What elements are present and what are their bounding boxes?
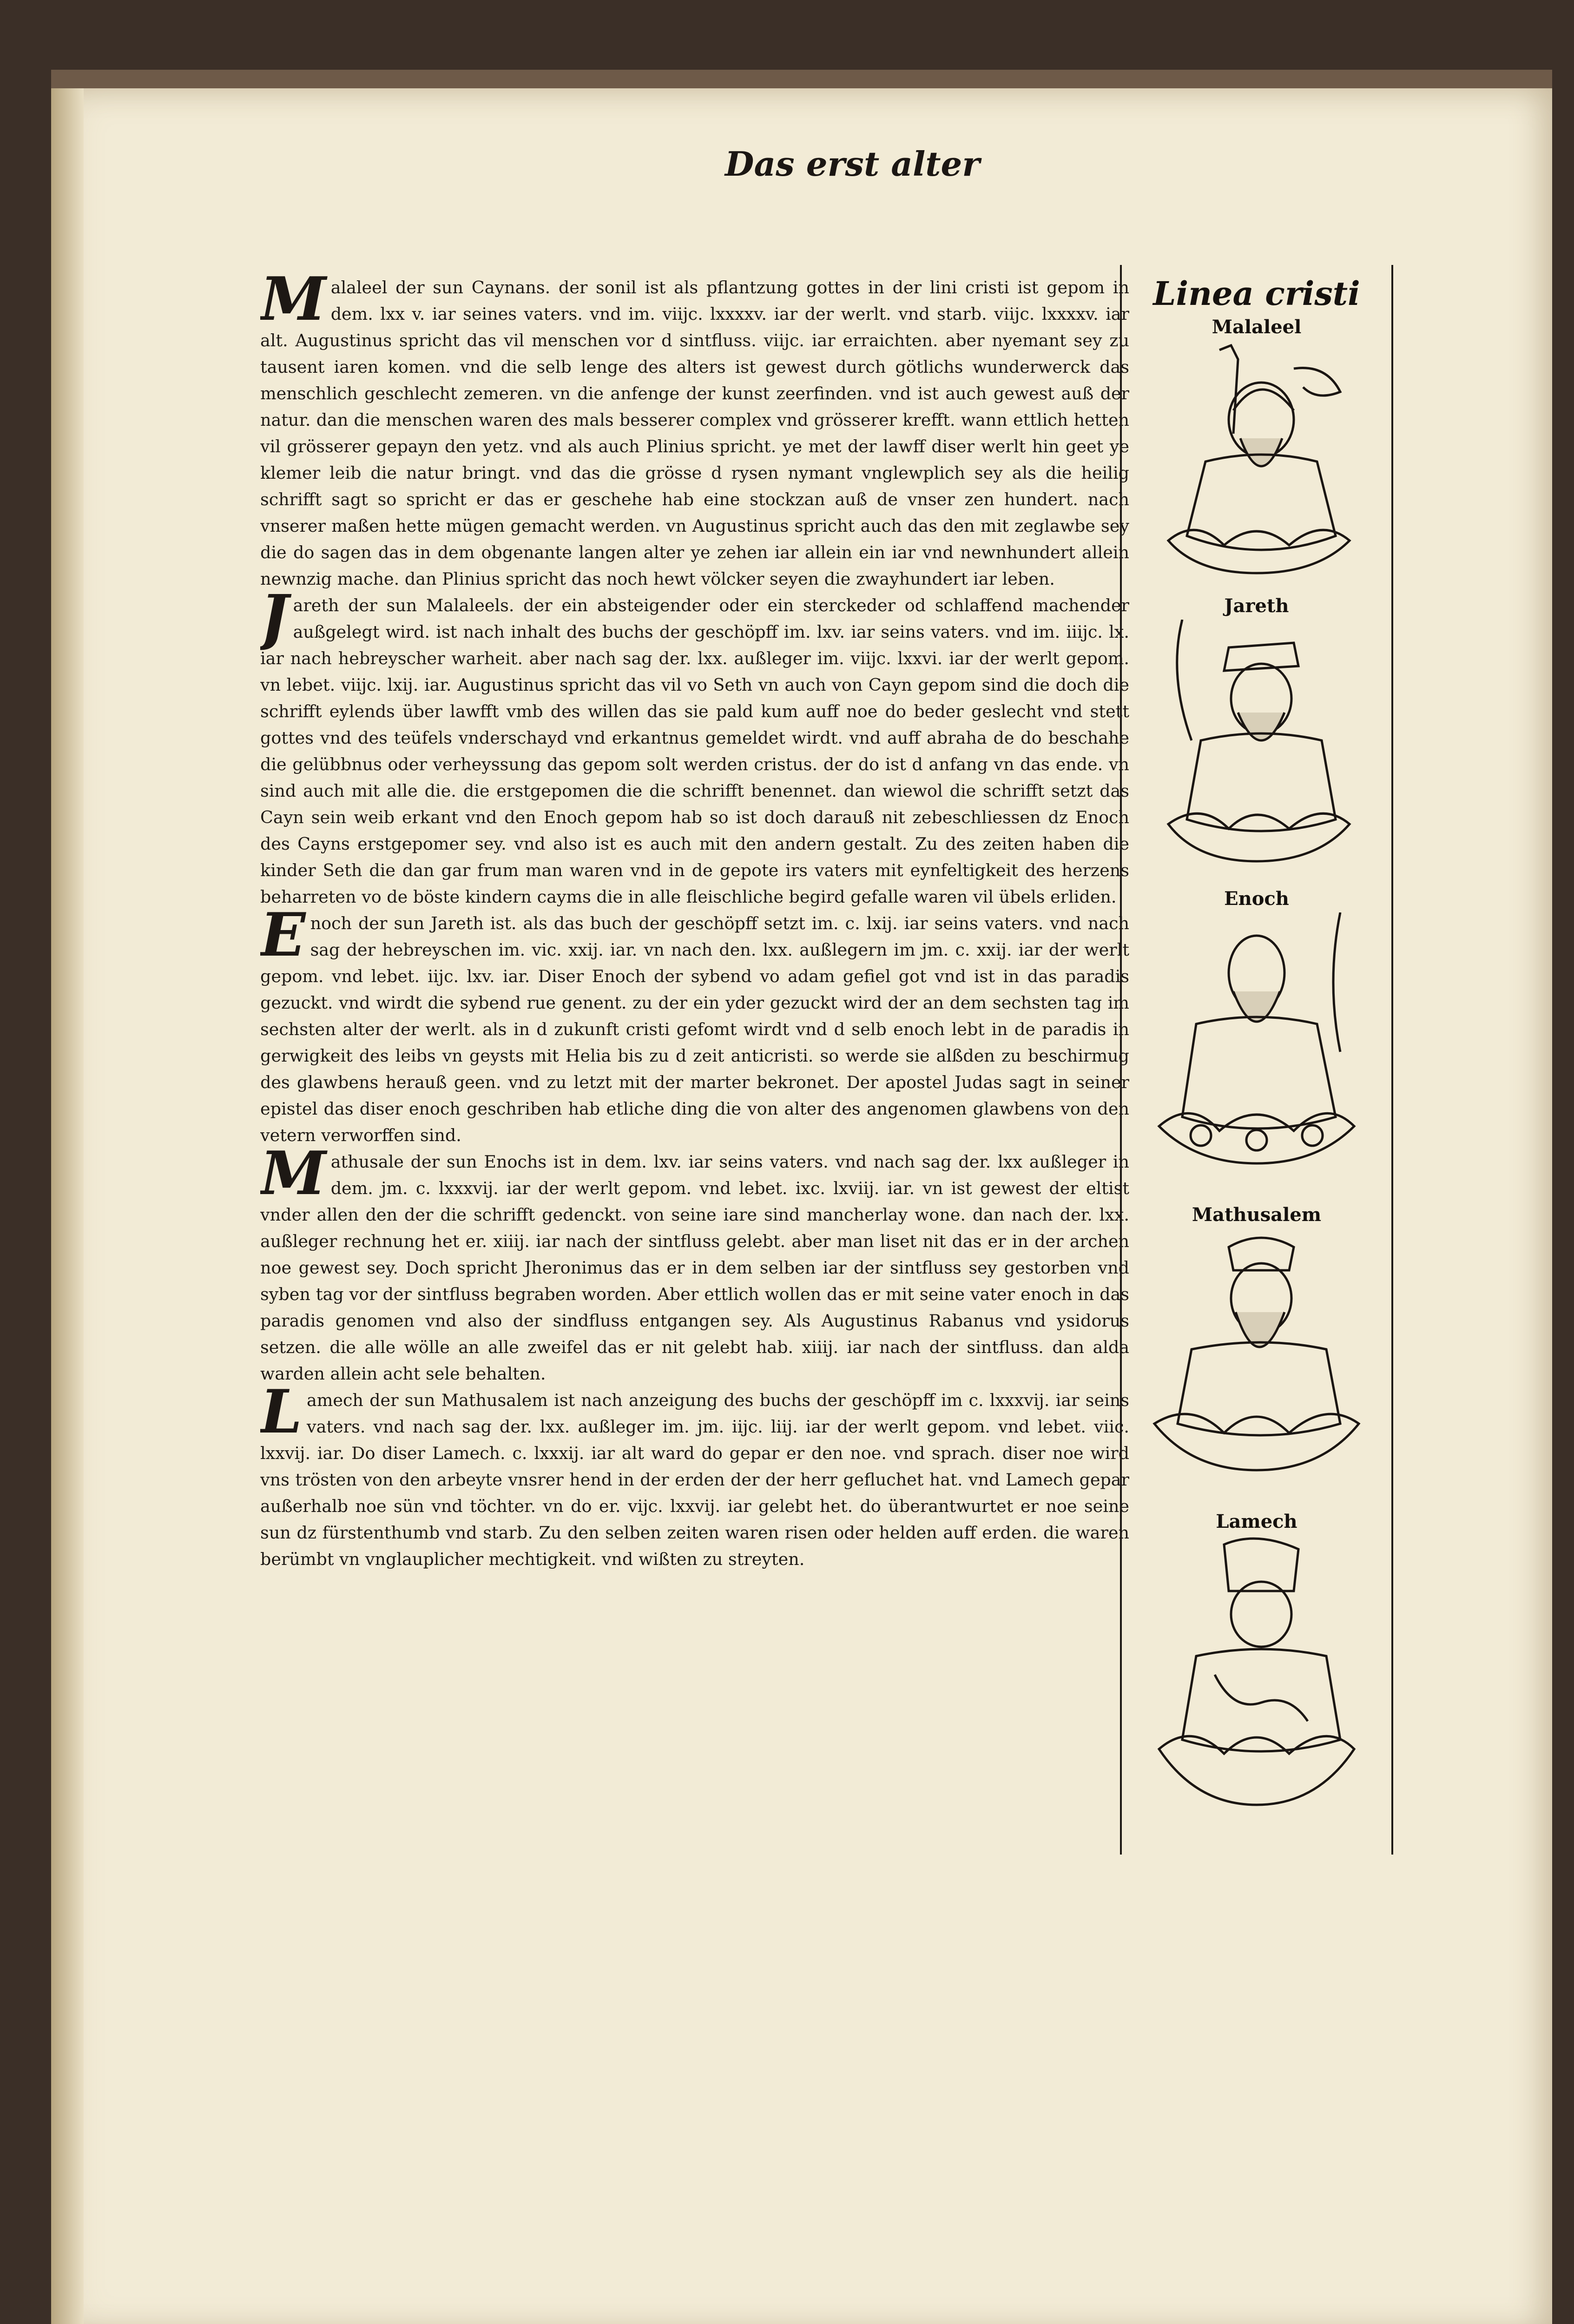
paragraph-text: alaleel der sun Caynans. der sonil ist als pflantzung gottes in der lini cristi ist gepom in dem. lxx v. iar seines vaters. vnd im. viijc. lxxxxv. iar der werlt. vnd starb. viijc. lxxxxv. iar alt. Augustinus spricht das vil menschen vor d sintfluss. viijc. iar erraichten. aber nyemant sey zu tausent iaren komen. vnd die selb lenge des alters ist gewest durch götlichs wunderwerck das menschlich geschlecht zemeren. vn die anfenge der kunst zeerfinden. vnd ist auch gewest auß der natur. dan die menschen waren des mals besserer complex vnd grösserer krefft. wann ettlich hetten vil grösserer gepayn den yetz. vnd als auch Plinius spricht. ye met der lawff diser werlt hin geet ye klemer leib die natur bringt. vnd das die grösse d rysen nymant vnglewplich sey als die heilig schrifft sagt so spricht er das er geschehe hab eine stockzan auß de vnser zen hundert. nach vnserer maßen hette mügen gemacht werden. vn Augustinus spricht auch das den mit zeglawbe sey die do sagen das in dem obgenante langen alter ye zehen iar allein ein iar vnd newnhundert allein newnzig mache. dan Plinius spricht das noch hewt völcker seyen die zwayhundert iar leben. [260, 277, 1129, 589]
running-head: Das erst alter [725, 144, 980, 184]
figure-name: Lamech [1216, 1511, 1297, 1532]
figure-jareth [1131, 595, 1382, 871]
figure-malaleel [1131, 316, 1382, 582]
lineage-column [1120, 265, 1393, 1855]
paragraph-jareth [260, 582, 1129, 910]
drop-initial: M [260, 1139, 326, 1208]
drop-initial: J [260, 582, 289, 652]
paragraph-mathusalem [260, 1139, 1129, 1387]
woodcut-portrait-icon [1140, 1228, 1373, 1479]
drop-initial: L [260, 1377, 302, 1447]
woodcut-portrait-icon [1140, 912, 1373, 1173]
drop-initial: M [260, 274, 326, 334]
paragraph-enoch [260, 900, 1129, 1149]
figure-enoch [1131, 888, 1382, 1173]
lineage-title: Linea cristi [1153, 274, 1360, 313]
figure-mathusalem [1131, 1204, 1382, 1479]
paragraph-text: athusale der sun Enochs ist in dem. lxv. iar seins vaters. vnd nach sag der. lxx außleger in dem. jm. c. lxxxvij. iar der werlt gepom. vnd lebet. ixc. lxviij. iar. vn ist gewest der eltist vnder allen den der die schrifft gedenckt. von seine iare sind mancherlay wone. dan nach der. lxx. außleger rechnung het er. xiiij. iar nach der sintfluss gelebt. aber man liset nit das er in der archen noe gewest sey. Doch spricht Jheronimus das er in dem selben iar der sintfluss sey gestorben vnd syben tag vor der sintfluss begraben worden. Aber ettlich wollen das er mit seine vater enoch in das paradis genomen vnd also der sindfluss entgangen sey. Als Augustinus Rabanus vnd ysidorus setzen. die alle wölle an alle zweifel das er nit gelebt hab. xiiij. iar nach der sintfluss. dan alda warden allein acht sele behalten. [260, 1152, 1129, 1384]
paragraph-text: amech der sun Mathusalem ist nach anzeigung des buchs der geschöpff im c. lxxxvij. iar seins vaters. vnd nach sag der. lxx. außleger im. jm. iijc. liij. iar der werlt gepom. vnd lebet. viic. lxxvij. iar. Do diser Lamech. c. lxxxij. iar alt ward do gepar er den noe. vnd sprach. diser noe wird vns trösten von den arbeyte vnsrer hend in der erden der der herr gefluchet hat. vnd Lamech gepar außerhalb noe sün vnd töchter. vn do er. vijc. lxxvij. iar gelebt het. do überantwurtet er noe seine sun dz fürstenthumb vnd starb. Zu den selben zeiten waren risen oder helden auff erden. die waren berümbt vn vnglauplicher mechtigkeit. vnd wißten zu streyten. [260, 1390, 1129, 1569]
paragraph-text: areth der sun Malaleels. der ein absteigender oder ein sterckeder od schlaffend machender außgelegt wird. ist nach inhalt des buchs der geschöpff im. lxv. iar seins vaters. vnd im. iiijc. lx. iar nach hebreyscher warheit. aber nach sag der. lxx. außleger im. viijc. lxxvi. iar der werlt gepom. vn lebet. viijc. lxij. iar. Augustinus spricht das vil vo Seth vn auch von Cayn gepom sind die doch die schrifft eylends über lawfft vmb des willen das sie pald kum auff noe do beder geslecht vnd stett gottes vnd des teüfels vnderschayd vnd erkantnus gemeldet wirdt. vnd auff abraha de do beschahe die gelübbnus oder verheyssung das gepom solt werden cristus. der do ist d anfang vn das ende. vn sind auch mit alle die. die erstgepomen die die schrifft benennet. dan wiewol die schrifft setzt das Cayn sein weib erkant vnd den Enoch gepom hab so ist doch darauß nit zebeschliessen dz Enoch des Cayns erstgepomer sey. vnd also ist es auch mit den andern gestalt. Zu des zeiten haben die kinder Seth die dan gar frum man waren vnd in de gepote irs vaters mit eynfeltigkeit des herzens beharreten vo de böste kindern cayms die in alle fleischliche begird gefalle waren vil übels erliden. [260, 595, 1129, 907]
figure-name: Malaleel [1212, 316, 1302, 338]
paragraph-malaleel [260, 274, 1129, 592]
woodcut-portrait-icon [1140, 341, 1373, 582]
figure-name: Jareth [1224, 595, 1289, 617]
figure-name: Mathusalem [1192, 1204, 1322, 1226]
paragraph-text: noch der sun Jareth ist. als das buch der geschöpff setzt im. c. lxij. iar seins vaters. vnd nach sag der hebreyschen im. vic. xxij. iar. vn nach den. lxx. außlegern im jm. c. xxij. iar der werlt gepom. vnd lebet. iijc. lxv. iar. Diser Enoch der sybend vo adam gefiel got vnd ist in das paradis gezuckt. vnd wirdt die sybend rue genent. zu der ein yder gezuckt wird der an dem sechsten tag im sechsten alter der werlt. als in d zukunft cristi gefomt wirdt vnd d selb enoch lebt in de paradis in gerwigkeit des leibs vn geysts mit Helia bis zu d zeit anticristi. so werde sie alßden zu beschirmug des glawbens herauß geen. vnd zu letzt mit der marter bekronet. Der apostel Judas sagt in seiner epistel das diser enoch geschriben hab etliche ding die von alter des angenomen glawbens von den vetern verworffen sind. [260, 913, 1129, 1145]
main-text-column [260, 274, 1129, 1827]
figure-lamech [1131, 1511, 1382, 1814]
woodcut-portrait-icon [1140, 1535, 1373, 1814]
paragraph-lamech [260, 1377, 1129, 1572]
woodcut-portrait-icon [1140, 620, 1373, 871]
drop-initial: E [260, 900, 306, 970]
figure-name: Enoch [1224, 888, 1289, 910]
page-edge [51, 88, 84, 2324]
